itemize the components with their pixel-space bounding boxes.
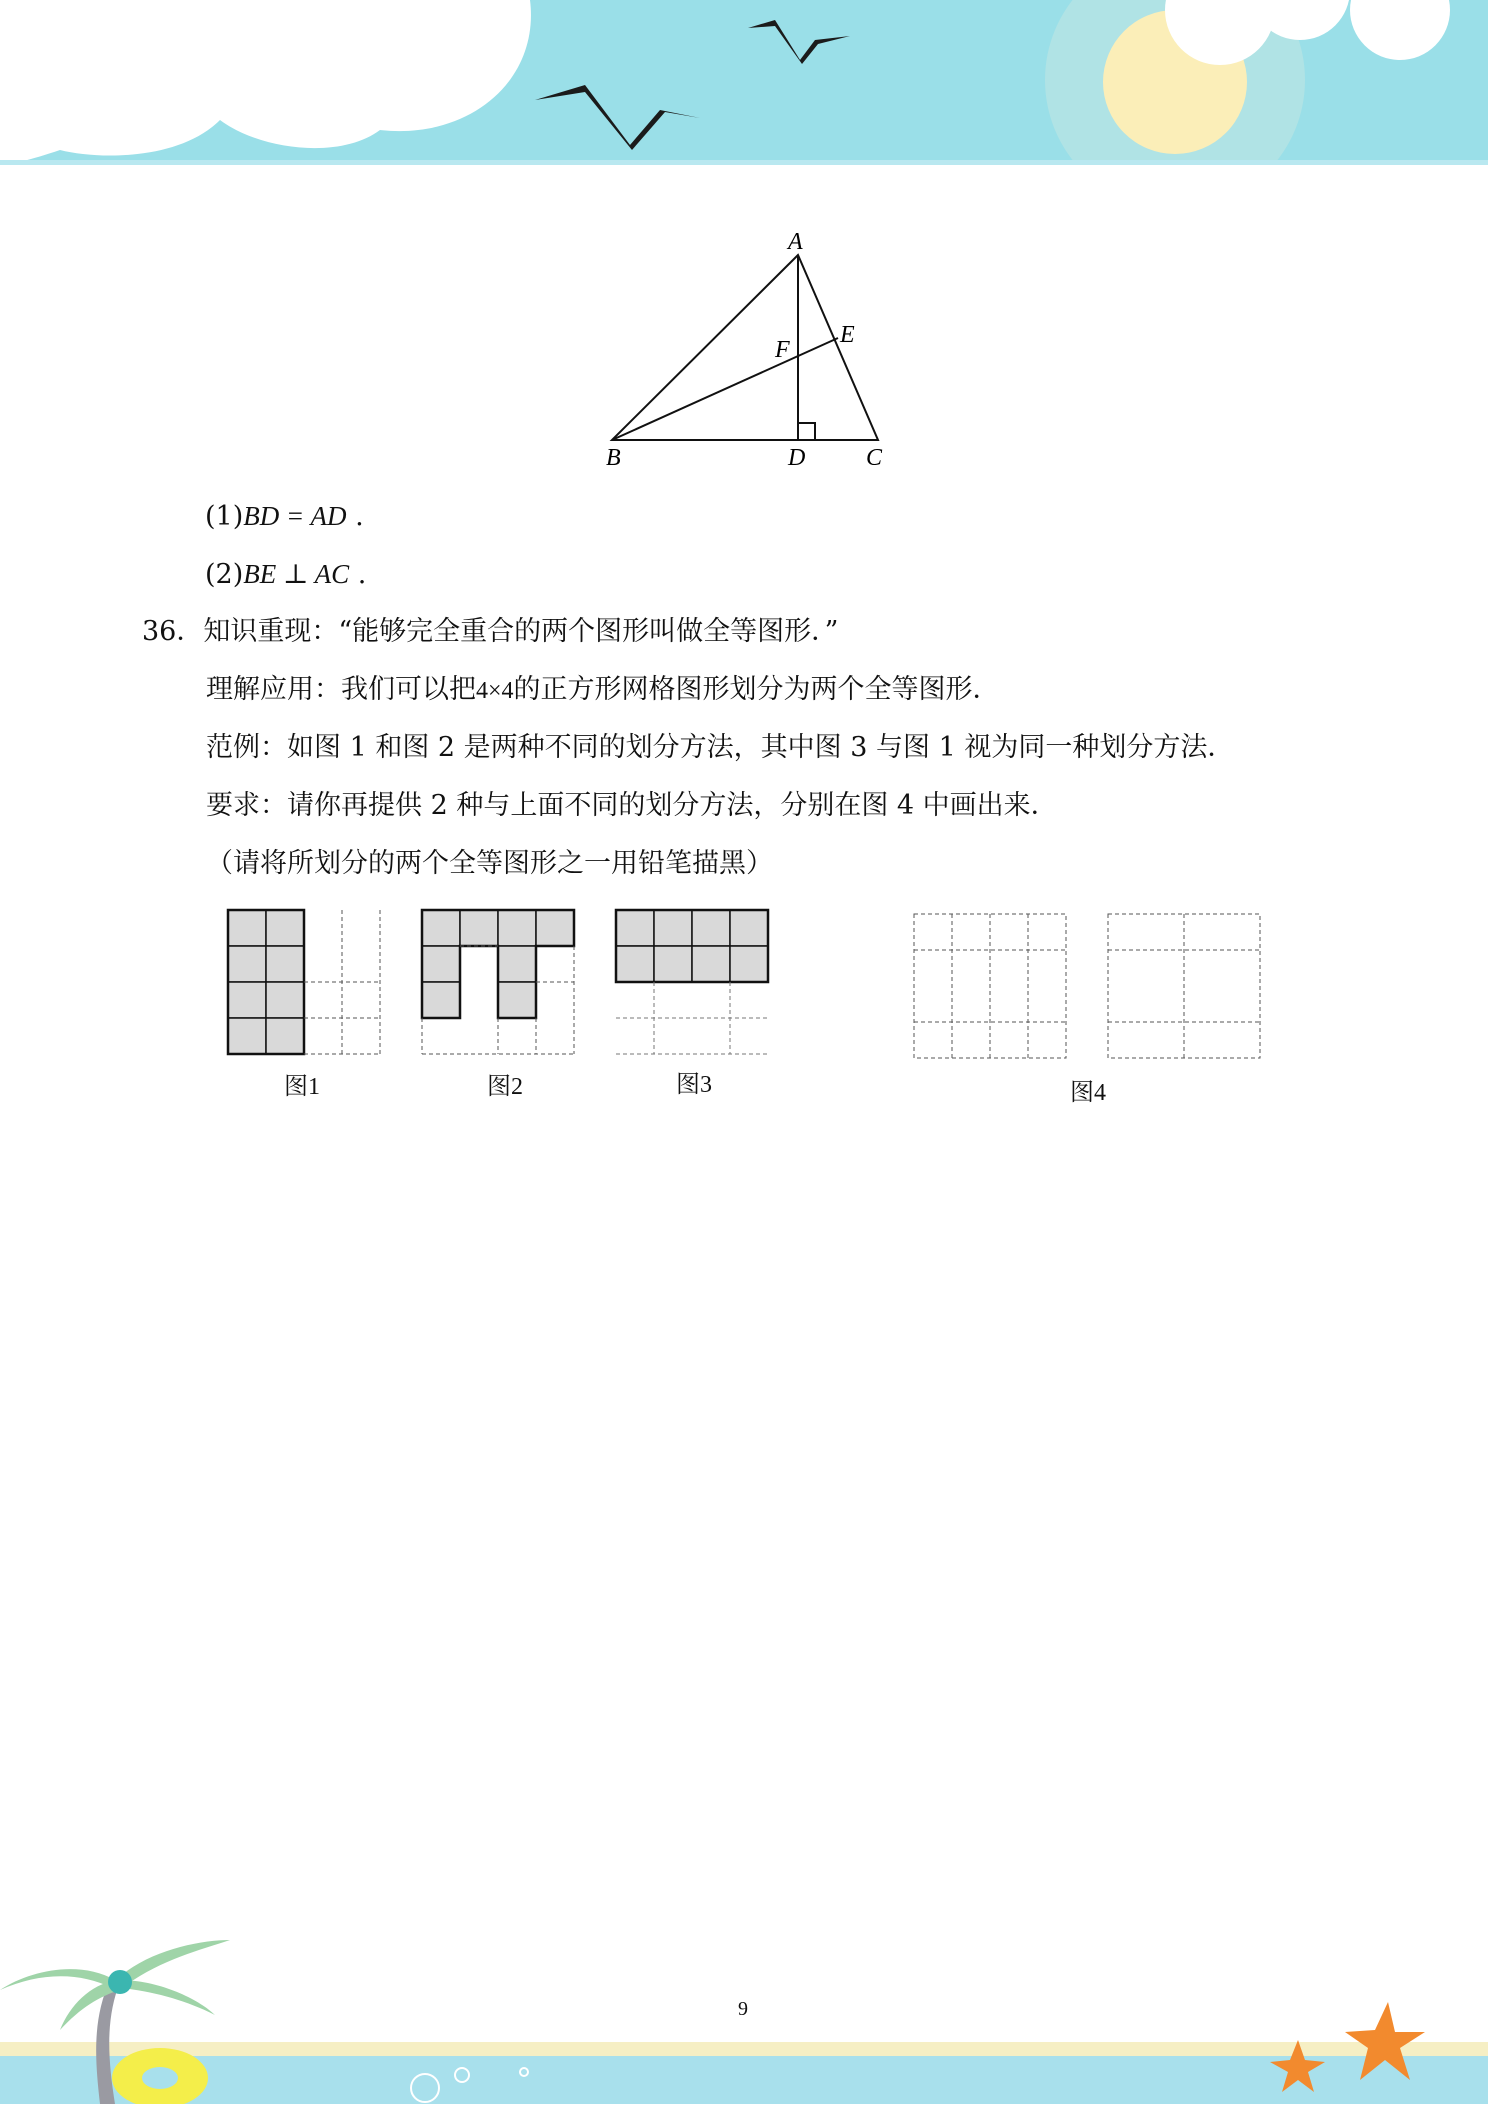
header-decoration <box>0 0 1488 165</box>
question-line-4: 要求：请你再提供 2 种与上面不同的划分方法，分别在图 4 中画出来． <box>206 790 1058 821</box>
part-2-end: . <box>357 559 367 590</box>
question-line-1 <box>142 614 838 650</box>
right-angle-mark <box>798 423 815 440</box>
label-b: B <box>606 445 621 471</box>
triangle-abc <box>612 255 878 440</box>
page-number: 9 <box>738 1998 748 2020</box>
label-d: D <box>788 445 806 471</box>
question-number: 36． <box>142 616 204 647</box>
label-a: A <box>788 229 803 255</box>
question-line-2-after: 的正方形网格图形划分为两个全等图形． <box>513 674 1000 705</box>
question-line-5: （请将所划分的两个全等图形之一用铅笔描黑） <box>206 848 773 879</box>
part-1-number: (1) <box>205 501 244 532</box>
figure-1-grid <box>226 908 386 1058</box>
question-line-2-before: 理解应用：我们可以把 <box>206 674 476 705</box>
figure-4-caption: 图4 <box>1070 1080 1106 1106</box>
part-1 <box>205 498 364 535</box>
question-line-3: 范例：如图 1 和图 2 是两种不同的划分方法，其中图 3 与图 1 视为同一种划分方法． <box>206 732 1235 763</box>
segment-be <box>612 338 838 440</box>
figure-1-caption: 图1 <box>284 1074 320 1100</box>
question-line-2 <box>206 672 1000 709</box>
grid-size-math: 4×4 <box>476 678 514 704</box>
part-1-end: . <box>355 501 364 532</box>
figure-4-grid-a <box>912 912 1072 1062</box>
part-2-number: (2) <box>205 559 244 590</box>
figure-3-grid <box>614 908 774 1058</box>
figure-2-caption: 图2 <box>487 1074 523 1100</box>
label-e: E <box>840 322 855 348</box>
footer-decoration <box>0 1920 1488 2104</box>
figure-4-grid-b <box>1106 912 1266 1062</box>
triangle-figure <box>600 225 900 475</box>
question-intro: 知识重现：“能够完全重合的两个图形叫做全等图形．” <box>203 616 839 647</box>
label-f: F <box>775 337 790 363</box>
label-c: C <box>866 445 883 471</box>
part-2 <box>205 556 366 593</box>
figure-2-grid <box>420 908 580 1058</box>
part-1-expr: BD = AD <box>243 501 347 531</box>
figure-3-caption: 图3 <box>676 1072 712 1098</box>
part-2-expr: BE ⊥ AC <box>243 559 350 589</box>
